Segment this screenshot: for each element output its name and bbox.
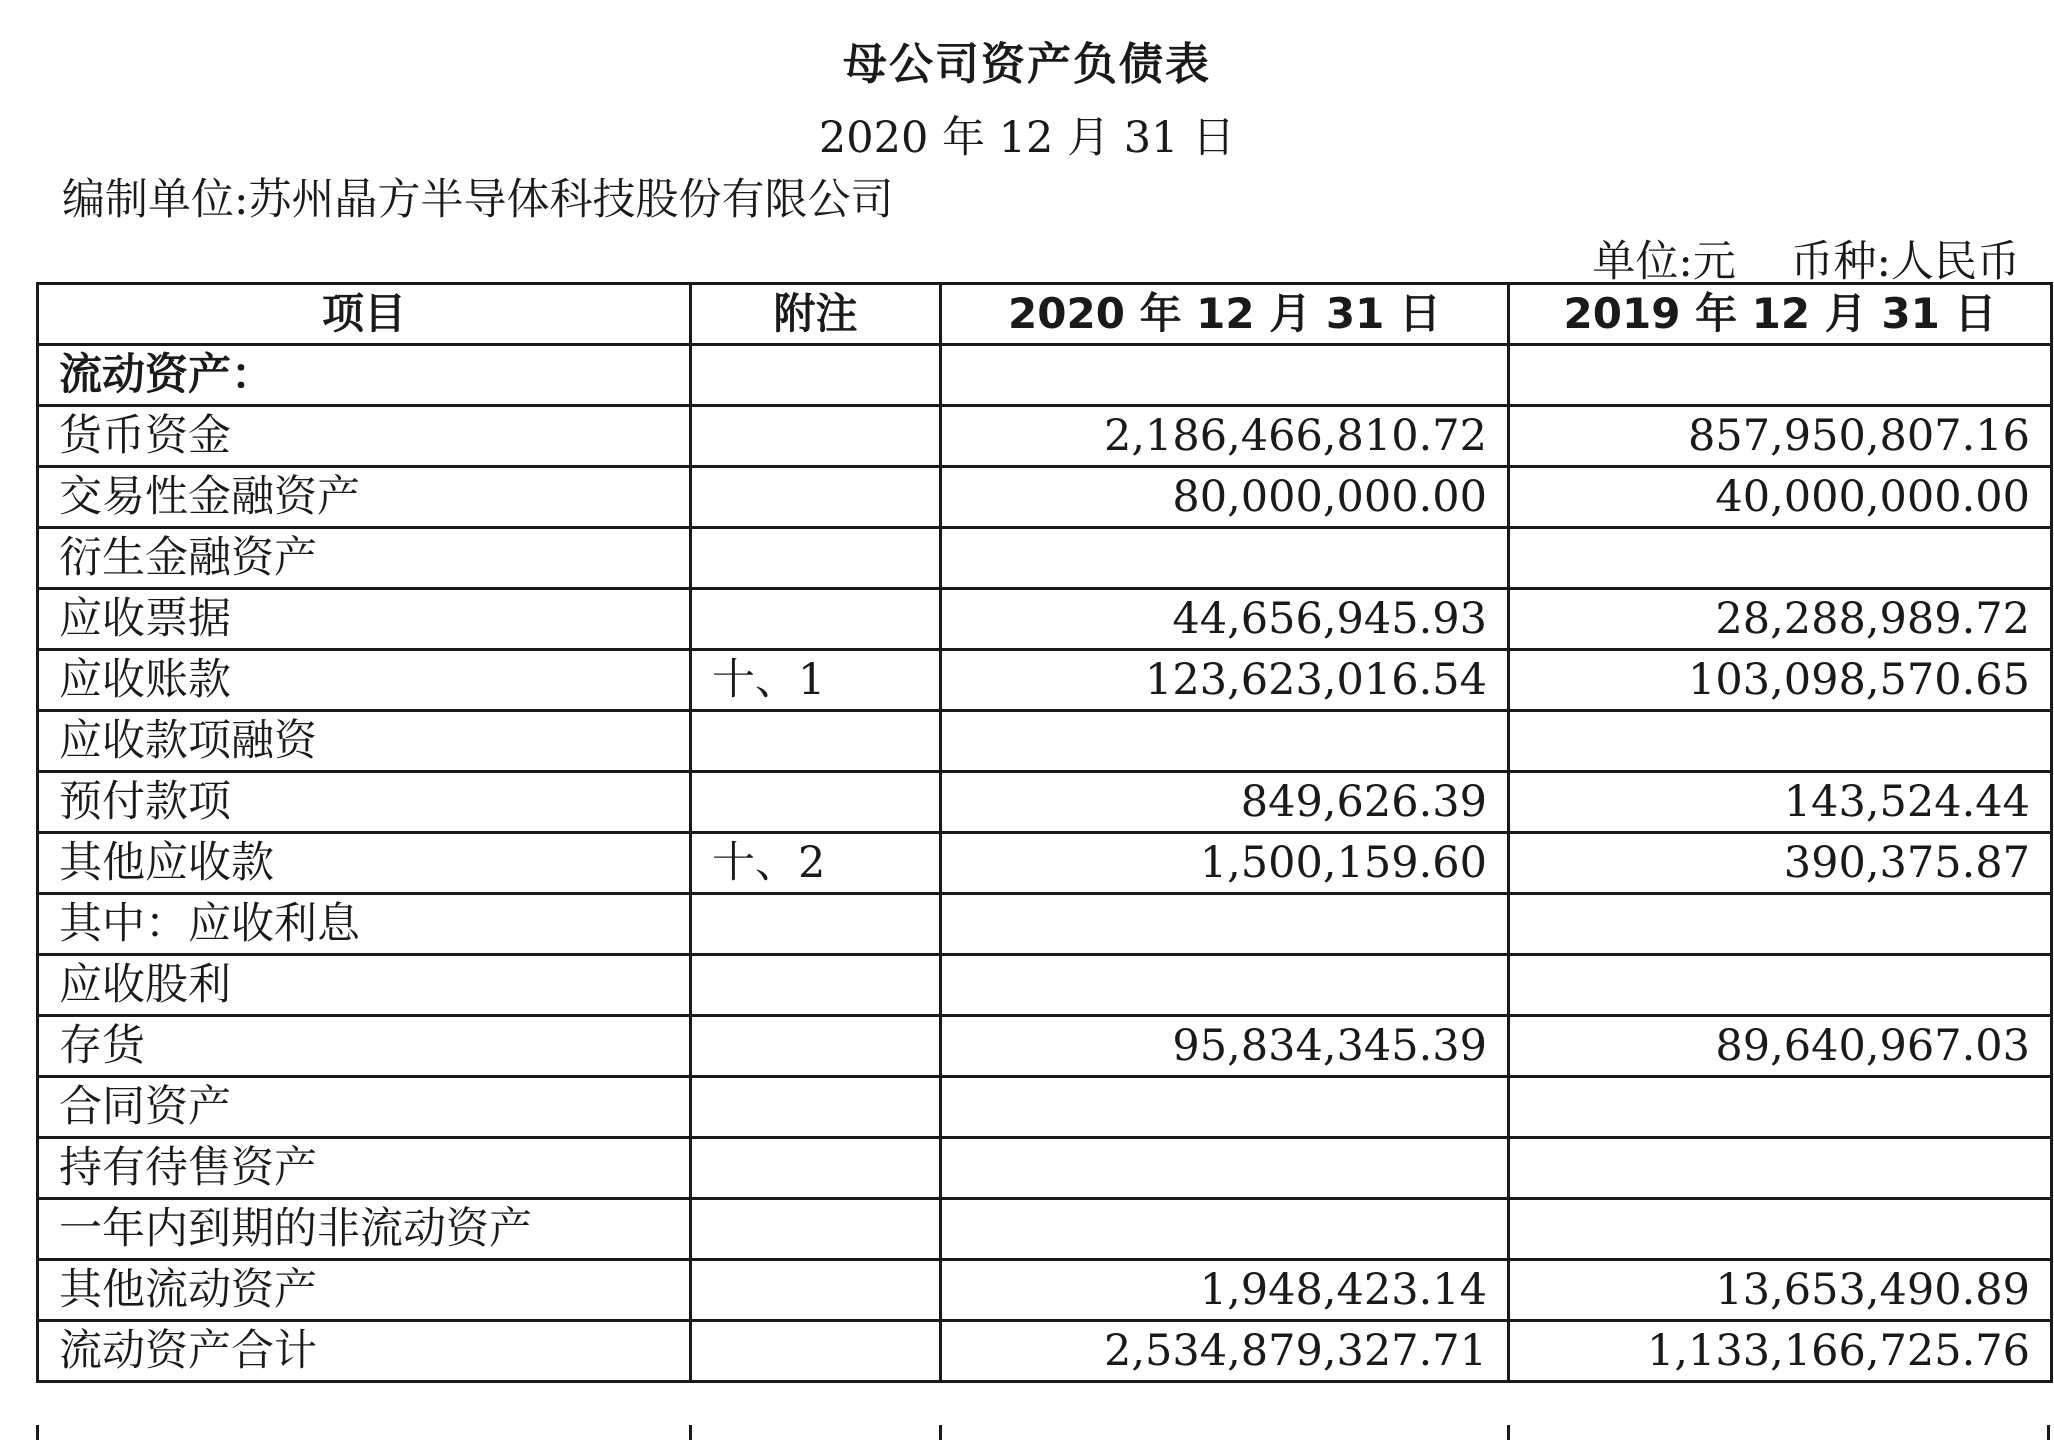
row-note: [691, 894, 941, 955]
row-item-label: 应收账款: [38, 650, 691, 711]
table-row: [38, 1138, 2052, 1199]
row-note: [691, 1260, 941, 1321]
row-note: [691, 1138, 941, 1199]
row-note: [691, 589, 941, 650]
row-value-2020: 80,000,000.00: [941, 467, 1509, 528]
row-value-2019: [1509, 711, 2052, 772]
unit-currency-label: 单位:元 币种:人民币: [1592, 237, 2020, 287]
row-value-2019: 103,098,570.65: [1509, 650, 2052, 711]
row-note: 十、2: [691, 833, 941, 894]
row-note: [691, 1077, 941, 1138]
row-item-label: 存货: [38, 1016, 691, 1077]
row-note: [691, 711, 941, 772]
preparer-label: 编制单位:苏州晶方半导体科技股份有限公司: [62, 175, 894, 225]
row-value-2020: 123,623,016.54: [941, 650, 1509, 711]
row-value-2019: 13,653,490.89: [1509, 1260, 2052, 1321]
row-value-2020: [941, 894, 1509, 955]
row-value-2019: [1509, 1199, 2052, 1260]
header-note: 附注: [691, 284, 941, 345]
header-2020: 2020 年 12 月 31 日: [941, 284, 1509, 345]
row-value-2019: 1,133,166,725.76: [1509, 1321, 2052, 1382]
row-value-2020: 95,834,345.39: [941, 1016, 1509, 1077]
row-value-2019: 143,524.44: [1509, 772, 2052, 833]
table-row: [38, 1016, 2052, 1077]
row-value-2019: [1509, 894, 2052, 955]
row-item-label: 合同资产: [38, 1077, 691, 1138]
row-value-2020: [941, 345, 1509, 406]
row-item-label: 应收票据: [38, 589, 691, 650]
row-item-label: 预付款项: [38, 772, 691, 833]
balance-sheet-table: [36, 282, 2053, 1383]
table-row: [38, 772, 2052, 833]
table-row: [38, 650, 2052, 711]
row-value-2019: [1509, 528, 2052, 589]
table-row: [38, 955, 2052, 1016]
table-row: [38, 1321, 2052, 1382]
row-item-label: 衍生金融资产: [38, 528, 691, 589]
row-value-2019: 40,000,000.00: [1509, 467, 2052, 528]
table-row: [38, 1077, 2052, 1138]
row-note: [691, 1016, 941, 1077]
row-value-2019: [1509, 345, 2052, 406]
row-value-2019: 857,950,807.16: [1509, 406, 2052, 467]
table-row: [38, 711, 2052, 772]
table-row: [38, 894, 2052, 955]
table-row: [38, 406, 2052, 467]
row-value-2020: 2,186,466,810.72: [941, 406, 1509, 467]
table-row: [38, 467, 2052, 528]
row-note: [691, 1199, 941, 1260]
row-value-2020: 1,500,159.60: [941, 833, 1509, 894]
table-row: [38, 833, 2052, 894]
row-note: 十、1: [691, 650, 941, 711]
table-row: [38, 589, 2052, 650]
row-value-2019: [1509, 1138, 2052, 1199]
table-continuation: [36, 1425, 2050, 1440]
row-note: [691, 406, 941, 467]
row-value-2020: [941, 1199, 1509, 1260]
row-value-2019: 390,375.87: [1509, 833, 2052, 894]
row-value-2019: 89,640,967.03: [1509, 1016, 2052, 1077]
table-row: [38, 345, 2052, 406]
header-2019: 2019 年 12 月 31 日: [1509, 284, 2052, 345]
row-value-2020: 44,656,945.93: [941, 589, 1509, 650]
row-item-label: 一年内到期的非流动资产: [38, 1199, 691, 1260]
row-item-label: 流动资产合计: [38, 1321, 691, 1382]
table-body: [38, 345, 2052, 1382]
row-item-label: 应收款项融资: [38, 711, 691, 772]
row-value-2020: [941, 1077, 1509, 1138]
row-value-2020: [941, 955, 1509, 1016]
table-row: [38, 528, 2052, 589]
row-item-label: 交易性金融资产: [38, 467, 691, 528]
row-value-2020: 849,626.39: [941, 772, 1509, 833]
row-note: [691, 772, 941, 833]
row-value-2019: 28,288,989.72: [1509, 589, 2052, 650]
row-value-2020: 2,534,879,327.71: [941, 1321, 1509, 1382]
row-item-label: 其中：应收利息: [38, 894, 691, 955]
row-item-label: 应收股利: [38, 955, 691, 1016]
row-value-2020: [941, 528, 1509, 589]
row-value-2020: [941, 711, 1509, 772]
header-item: 项目: [38, 284, 691, 345]
report-title: 母公司资产负债表: [843, 39, 1211, 90]
row-item-label: 货币资金: [38, 406, 691, 467]
row-value-2020: [941, 1138, 1509, 1199]
row-value-2019: [1509, 955, 2052, 1016]
row-note: [691, 1321, 941, 1382]
row-value-2019: [1509, 1077, 2052, 1138]
report-date: 2020 年 12 月 31 日: [818, 113, 1236, 163]
row-note: [691, 467, 941, 528]
table-row: [38, 1260, 2052, 1321]
row-note: [691, 345, 941, 406]
table-header-row: [38, 284, 2052, 345]
row-item-label: 流动资产：: [38, 345, 691, 406]
row-item-label: 其他流动资产: [38, 1260, 691, 1321]
row-item-label: 持有待售资产: [38, 1138, 691, 1199]
row-item-label: 其他应收款: [38, 833, 691, 894]
row-note: [691, 528, 941, 589]
row-value-2020: 1,948,423.14: [941, 1260, 1509, 1321]
table-row: [38, 1199, 2052, 1260]
row-note: [691, 955, 941, 1016]
